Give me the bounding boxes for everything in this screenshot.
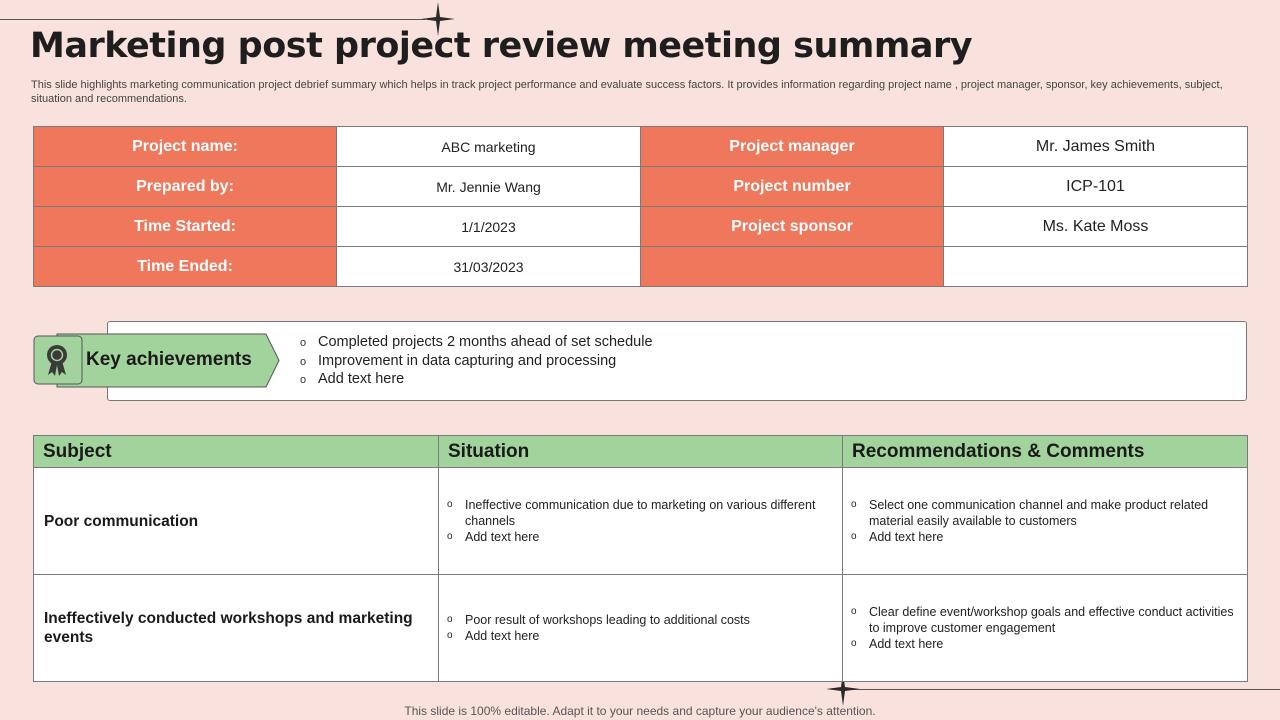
- bullet-icon: o: [851, 531, 857, 542]
- achievement-text: Add text here: [318, 371, 405, 387]
- empty-value-cell: [944, 247, 1248, 287]
- subject-header: Subject: [34, 436, 439, 468]
- list-item: [851, 604, 1235, 636]
- time-started-value: 1/1/2023: [337, 207, 641, 247]
- subject-cell: Ineffectively conducted workshops and marketing events: [34, 575, 439, 682]
- bullet-icon: o: [447, 499, 453, 510]
- review-details-table: [33, 435, 1248, 682]
- footer-note: This slide is 100% editable. Adapt it to your needs and capture your audience's attention.: [404, 704, 876, 718]
- list-item: [447, 497, 830, 529]
- project-number-label: Project number: [641, 167, 944, 207]
- table-row: [34, 127, 1248, 167]
- table-header-row: [34, 436, 1248, 468]
- time-ended-value: 31/03/2023: [337, 247, 641, 287]
- bullet-icon: o: [300, 355, 307, 368]
- list-item: [851, 497, 1235, 529]
- situation-text: Add text here: [465, 629, 540, 643]
- bullet-icon: o: [851, 499, 857, 510]
- list-item: [300, 334, 653, 353]
- recommendation-text: Select one communication channel and make product related material easily available to customers: [869, 498, 1209, 528]
- situation-text: Poor result of workshops leading to additional costs: [465, 613, 750, 627]
- key-achievements-label: Key achievements: [86, 349, 252, 370]
- situation-text: Add text here: [465, 530, 540, 544]
- list-item: [851, 636, 1235, 652]
- project-manager-label: Project manager: [641, 127, 944, 167]
- project-name-value: ABC marketing: [337, 127, 641, 167]
- page-subtitle: This slide highlights marketing communication project debrief summary which helps in track project performance and evaluate success factors. It provides information regarding project name , project manager, sponsor, key achievements, subject, situation and recommendations.: [31, 79, 1223, 105]
- recommendations-header: Recommendations & Comments: [843, 436, 1248, 468]
- recommendation-text: Add text here: [869, 530, 944, 544]
- recommendation-text: Clear define event/workshop goals and effective conduct activities to improve customer engagement: [869, 605, 1234, 635]
- page-title: Marketing post project review meeting summary: [30, 26, 973, 66]
- table-row: [34, 468, 1248, 575]
- bottom-decorative-line: [842, 689, 1280, 690]
- table-row: [34, 167, 1248, 207]
- table-row: [34, 575, 1248, 682]
- table-row: [34, 207, 1248, 247]
- list-item: [851, 529, 1235, 545]
- award-ribbon-icon: [42, 343, 72, 377]
- subject-cell: Poor communication: [34, 468, 439, 575]
- situation-cell: [439, 468, 843, 575]
- project-number-value: ICP-101: [944, 167, 1248, 207]
- project-info-table: [33, 126, 1248, 287]
- project-sponsor-label: Project sponsor: [641, 207, 944, 247]
- list-item: [447, 612, 830, 628]
- achievements-list: [300, 334, 653, 390]
- recommendations-cell: [843, 575, 1248, 682]
- list-item: [447, 628, 830, 644]
- list-item: [300, 371, 653, 390]
- bullet-icon: o: [300, 337, 307, 349]
- list-item: [300, 353, 653, 372]
- list-item: [447, 529, 830, 545]
- table-row: [34, 247, 1248, 287]
- top-decorative-line: [0, 19, 425, 20]
- bullet-icon: o: [447, 531, 453, 542]
- time-started-label: Time Started:: [34, 207, 337, 247]
- prepared-by-label: Prepared by:: [34, 167, 337, 207]
- situation-cell: [439, 575, 843, 682]
- achievement-text: Completed projects 2 months ahead of set schedule: [318, 334, 653, 350]
- empty-label-cell: [641, 247, 944, 287]
- achievement-text: Improvement in data capturing and processing: [318, 352, 617, 369]
- situation-text: Ineffective communication due to marketing on various different channels: [465, 498, 816, 528]
- recommendation-text: Add text here: [869, 637, 944, 651]
- project-sponsor-value: Ms. Kate Moss: [944, 207, 1248, 247]
- bullet-icon: o: [447, 630, 453, 641]
- situation-header: Situation: [439, 436, 843, 468]
- bullet-icon: o: [447, 614, 453, 625]
- recommendations-cell: [843, 468, 1248, 575]
- bullet-icon: o: [300, 374, 307, 386]
- bullet-icon: o: [851, 638, 857, 649]
- project-manager-value: Mr. James Smith: [944, 127, 1248, 167]
- bullet-icon: o: [851, 606, 857, 617]
- project-name-label: Project name:: [34, 127, 337, 167]
- time-ended-label: Time Ended:: [34, 247, 337, 287]
- prepared-by-value: Mr. Jennie Wang: [337, 167, 641, 207]
